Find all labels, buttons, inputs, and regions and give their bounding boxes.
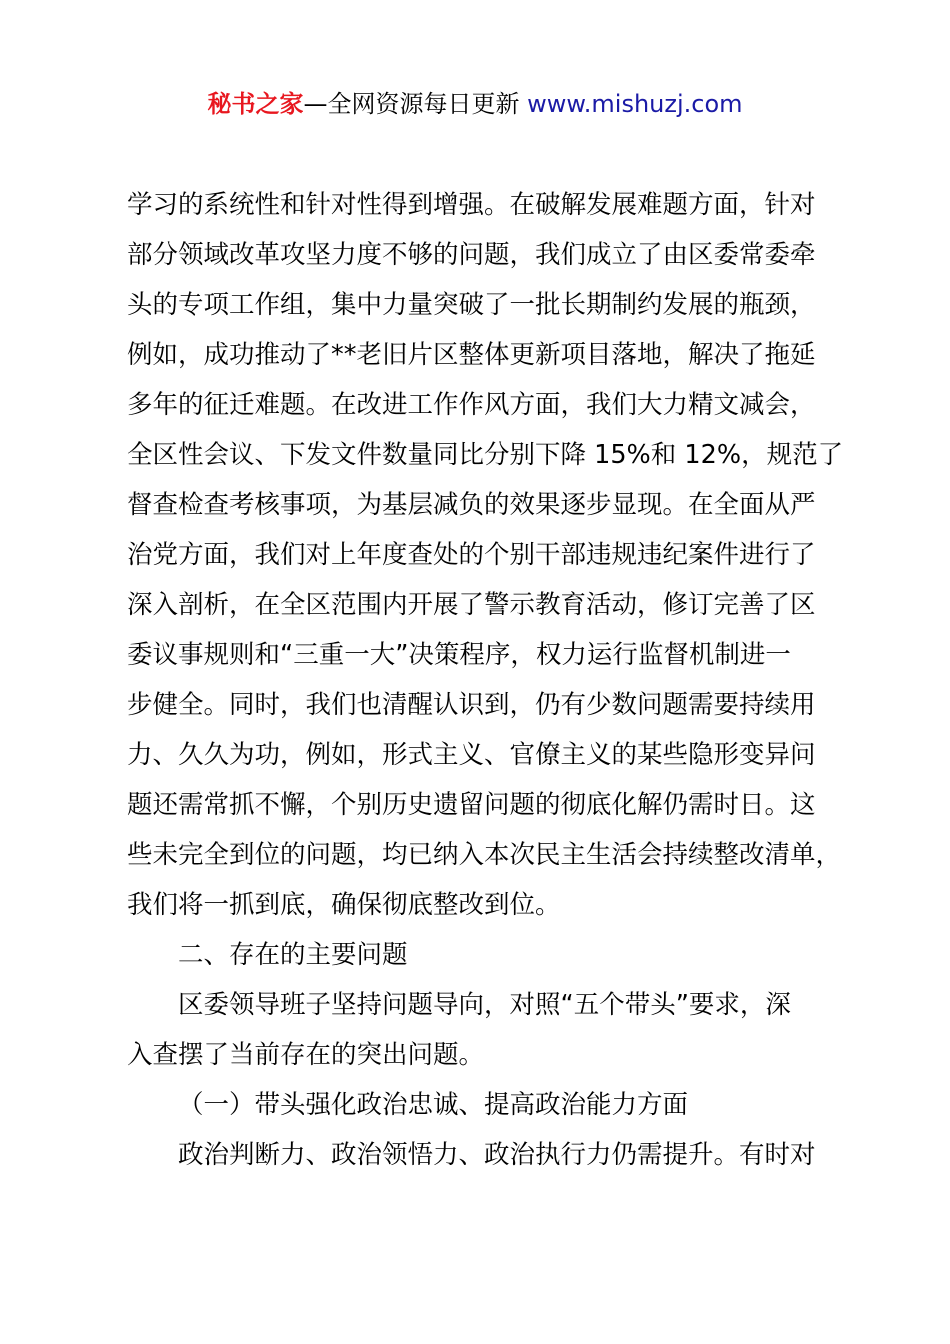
site-url-link[interactable]: www.mishuzj.com bbox=[527, 90, 743, 118]
text-line: 政治判断力、政治领悟力、政治执行力仍需提升。有时对 bbox=[178, 1140, 816, 1170]
brand-name: 秘书之家 bbox=[207, 90, 304, 118]
section-heading: 二、存在的主要问题 bbox=[178, 940, 408, 970]
text-line: 区委领导班子坚持问题导向，对照“五个带头”要求，深 bbox=[178, 990, 791, 1020]
text-line: 督查检查考核事项，为基层减负的效果逐步显现。在全面从严 bbox=[127, 490, 816, 520]
text-line: 学习的系统性和针对性得到增强。在破解发展难题方面，针对 bbox=[127, 190, 816, 220]
text-line: 入查摆了当前存在的突出问题。 bbox=[127, 1040, 485, 1070]
text-line: 步健全。同时，我们也清醒认识到，仍有少数问题需要持续用 bbox=[127, 690, 816, 720]
text-line: 治党方面，我们对上年度查处的个别干部违规违纪案件进行了 bbox=[127, 540, 816, 570]
page-header bbox=[0, 84, 950, 124]
text-line: 题还需常抓不懈，个别历史遗留问题的彻底化解仍需时日。这 bbox=[127, 790, 816, 820]
document-body bbox=[127, 180, 847, 1180]
text-line: 头的专项工作组，集中力量突破了一批长期制约发展的瓶颈， bbox=[127, 290, 816, 320]
header-tagline: —全网资源每日更新 bbox=[303, 90, 528, 118]
text-line: 深入剖析，在全区范围内开展了警示教育活动，修订完善了区 bbox=[127, 590, 816, 620]
text-line: 部分领域改革攻坚力度不够的问题，我们成立了由区委常委牵 bbox=[127, 240, 816, 270]
text-line: 力、久久为功，例如，形式主义、官僚主义的某些隐形变异问 bbox=[127, 740, 816, 770]
text-line: 多年的征迁难题。在改进工作作风方面，我们大力精文减会， bbox=[127, 390, 816, 420]
text-line: 我们将一抓到底，确保彻底整改到位。 bbox=[127, 890, 561, 920]
text-line: 全区性会议、下发文件数量同比分别下降 15%和 12%，规范了 bbox=[127, 440, 844, 470]
subsection-heading: （一）带头强化政治忠诚、提高政治能力方面 bbox=[178, 1090, 689, 1120]
text-line: 些未完全到位的问题，均已纳入本次民主生活会持续整改清单， bbox=[127, 840, 842, 870]
text-line: 委议事规则和“三重一大”决策程序，权力运行监督机制进一 bbox=[127, 640, 791, 670]
text-line: 例如，成功推动了**老旧片区整体更新项目落地，解决了拖延 bbox=[127, 340, 816, 370]
